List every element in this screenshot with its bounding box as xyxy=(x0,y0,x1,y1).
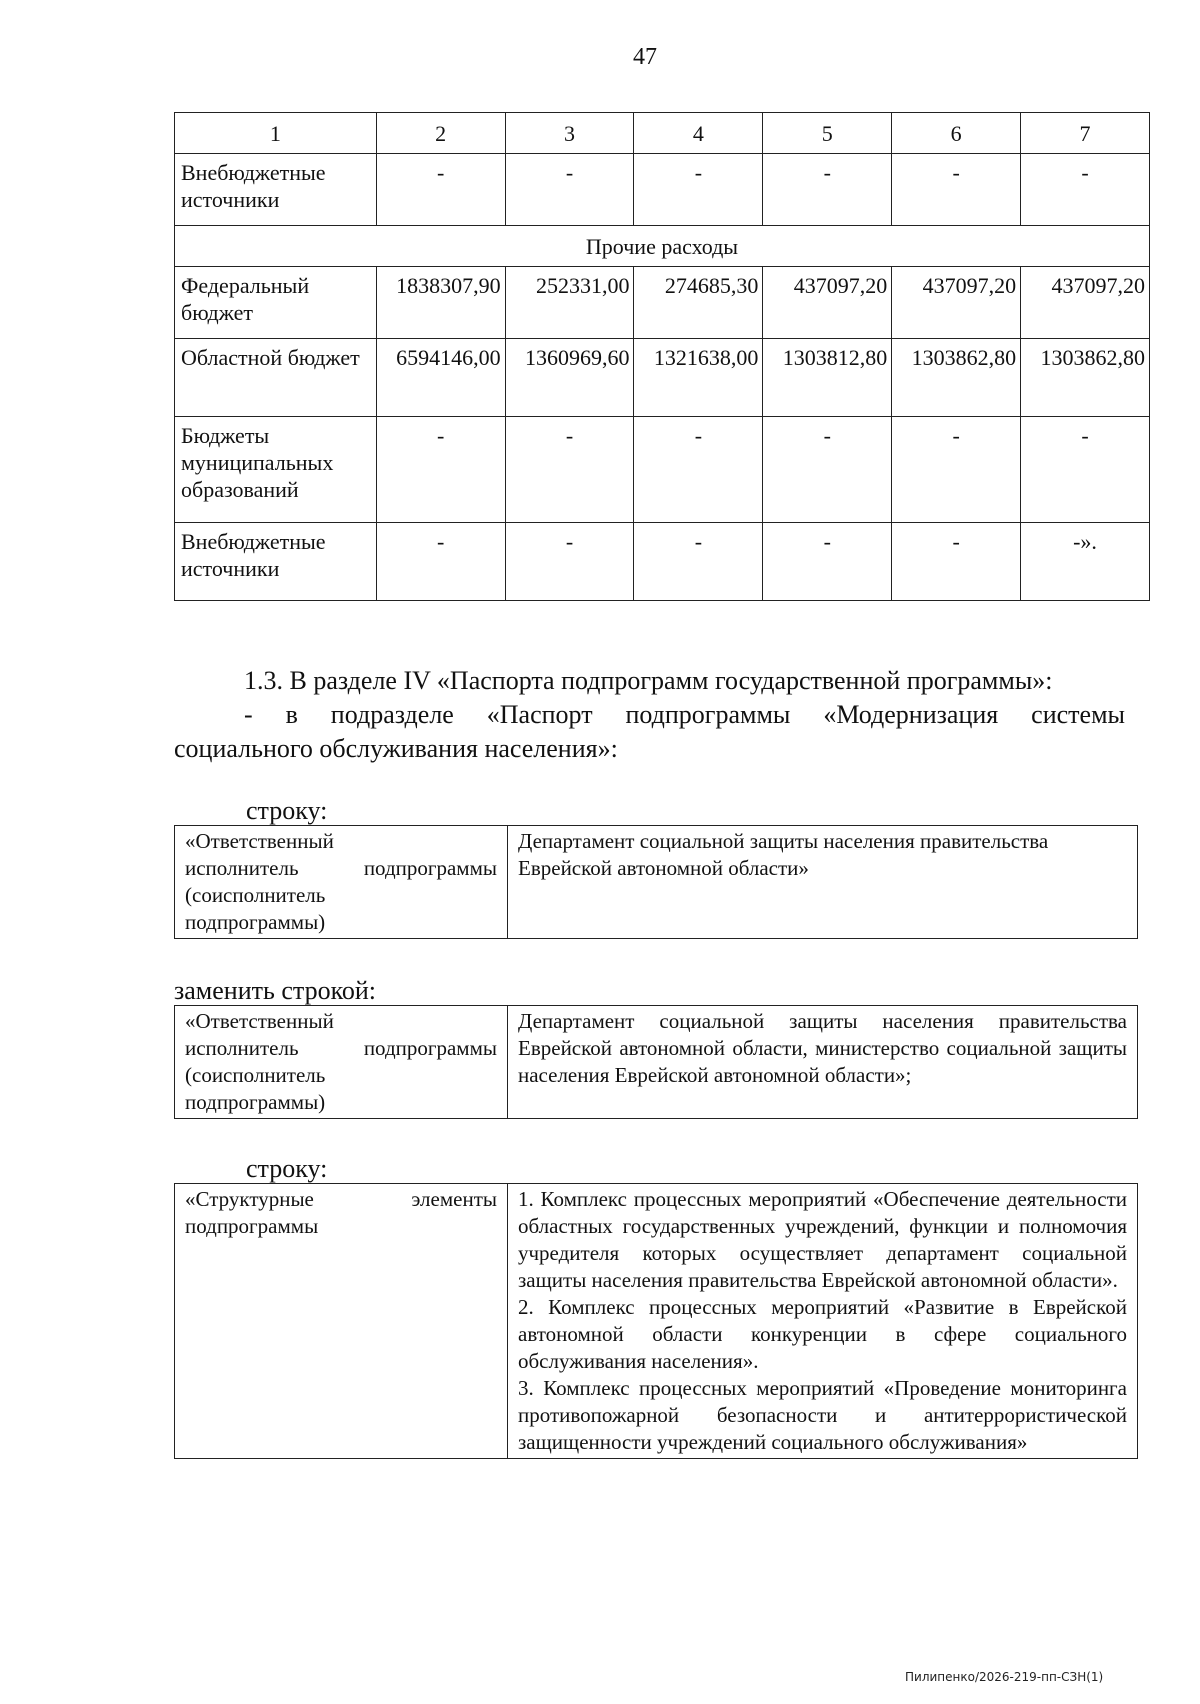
cell: - xyxy=(376,523,505,601)
cell-line: подпрограммы) xyxy=(185,910,326,934)
right-cell xyxy=(508,1184,1138,1459)
paragraph-line: социального обслуживания населения»: xyxy=(174,734,618,763)
footer-code: Пилипенко/2026-219-пп-СЗН(1) xyxy=(905,1670,1104,1684)
cell: 437097,20 xyxy=(763,267,892,339)
cell-line: исполнитель подпрограммы xyxy=(185,1036,497,1060)
left-cell xyxy=(175,1006,508,1119)
row-label: Областной бюджет xyxy=(175,339,377,417)
header-cell: 2 xyxy=(376,113,505,154)
cell: - xyxy=(1021,417,1150,523)
header-cell: 3 xyxy=(505,113,634,154)
row-label: Внебюджетные источники xyxy=(175,523,377,601)
left-cell xyxy=(175,826,508,939)
cell: - xyxy=(634,523,763,601)
cell-line: (соисполнитель xyxy=(185,883,326,907)
right-cell: Департамент социальной защиты населения правительства Еврейской автономной области» xyxy=(508,826,1138,939)
header-cell: 1 xyxy=(175,113,377,154)
header-cell: 5 xyxy=(763,113,892,154)
cell: - xyxy=(892,523,1021,601)
table-row xyxy=(175,1184,1138,1459)
old-responsible-table xyxy=(174,825,1138,939)
cell-line: «Структурные элементы xyxy=(185,1187,497,1211)
cell: - xyxy=(763,417,892,523)
cell-line: (соисполнитель xyxy=(185,1063,326,1087)
row-label: Бюджеты муниципальных образований xyxy=(175,417,377,523)
cell: - xyxy=(505,417,634,523)
cell: 1303862,80 xyxy=(892,339,1021,417)
paragraph-line: - в подразделе «Паспорт подпрограммы «Модернизация системы xyxy=(244,700,1125,729)
cell-line: исполнитель подпрограммы xyxy=(185,856,497,880)
cell: - xyxy=(505,523,634,601)
list-item: 3. Комплекс процессных мероприятий «Проведение мониторинга противопожарной безопасности и антитеррористической защищенности учреждений социального обслуживания» xyxy=(518,1376,1127,1454)
budget-table xyxy=(174,112,1150,601)
cell-line: подпрограммы xyxy=(185,1214,319,1238)
cell: - xyxy=(505,154,634,226)
row-label: Внебюджетные источники xyxy=(175,154,377,226)
page-number: 47 xyxy=(633,44,657,70)
table-row xyxy=(175,1006,1138,1119)
cell: - xyxy=(634,154,763,226)
cell-line: «Ответственный xyxy=(185,829,334,853)
cell: 6594146,00 xyxy=(376,339,505,417)
cell: 1303812,80 xyxy=(763,339,892,417)
cell: 252331,00 xyxy=(505,267,634,339)
cell: -». xyxy=(1021,523,1150,601)
table-row xyxy=(175,267,1150,339)
cell: - xyxy=(1021,154,1150,226)
table-header-row xyxy=(175,113,1150,154)
replace-caption: заменить строкой: xyxy=(174,976,377,1005)
cell: 274685,30 xyxy=(634,267,763,339)
right-cell xyxy=(508,1006,1138,1119)
cell-line: «Ответственный xyxy=(185,1009,334,1033)
cell: 1321638,00 xyxy=(634,339,763,417)
row-label-caption: строку: xyxy=(246,1154,328,1183)
list-item: 2. Комплекс процессных мероприятий «Развитие в Еврейской автономной области конкуренции в сфере социального обслуживания населения». xyxy=(518,1295,1127,1373)
row-label: Федеральный бюджет xyxy=(175,267,377,339)
row-label-caption: строку: xyxy=(246,796,328,825)
cell: - xyxy=(634,417,763,523)
cell: - xyxy=(376,417,505,523)
header-cell: 4 xyxy=(634,113,763,154)
list-item: 1. Комплекс процессных мероприятий «Обеспечение деятельности областных государственных учреждений, функции и полномочия учредителя которых осуществляет департамент социальной защиты населения правительства Еврейской автономной области». xyxy=(518,1187,1127,1292)
structural-elements-table xyxy=(174,1183,1138,1459)
cell-line: подпрограммы) xyxy=(185,1090,326,1114)
section-row xyxy=(175,226,1150,267)
cell: 1303862,80 xyxy=(1021,339,1150,417)
table-row xyxy=(175,523,1150,601)
header-cell: 7 xyxy=(1021,113,1150,154)
cell: - xyxy=(892,154,1021,226)
paragraph-line: 1.3. В разделе IV «Паспорта подпрограмм государственной программы»: xyxy=(244,666,1053,695)
cell: 1838307,90 xyxy=(376,267,505,339)
table-row xyxy=(175,154,1150,226)
cell: - xyxy=(763,523,892,601)
table-row xyxy=(175,339,1150,417)
section-title: Прочие расходы xyxy=(175,226,1150,267)
new-responsible-table xyxy=(174,1005,1138,1119)
cell: 437097,20 xyxy=(1021,267,1150,339)
cell: - xyxy=(376,154,505,226)
cell: - xyxy=(763,154,892,226)
table-row xyxy=(175,826,1138,939)
cell: 1360969,60 xyxy=(505,339,634,417)
cell-text: Департамент социальной защиты населения правительства Еврейской автономной области, министерство социальной защиты населения Еврейской автономной области»; xyxy=(518,1009,1127,1087)
header-cell: 6 xyxy=(892,113,1021,154)
cell: 437097,20 xyxy=(892,267,1021,339)
table-row xyxy=(175,417,1150,523)
left-cell xyxy=(175,1184,508,1459)
cell: - xyxy=(892,417,1021,523)
section-paragraph xyxy=(174,664,1125,766)
